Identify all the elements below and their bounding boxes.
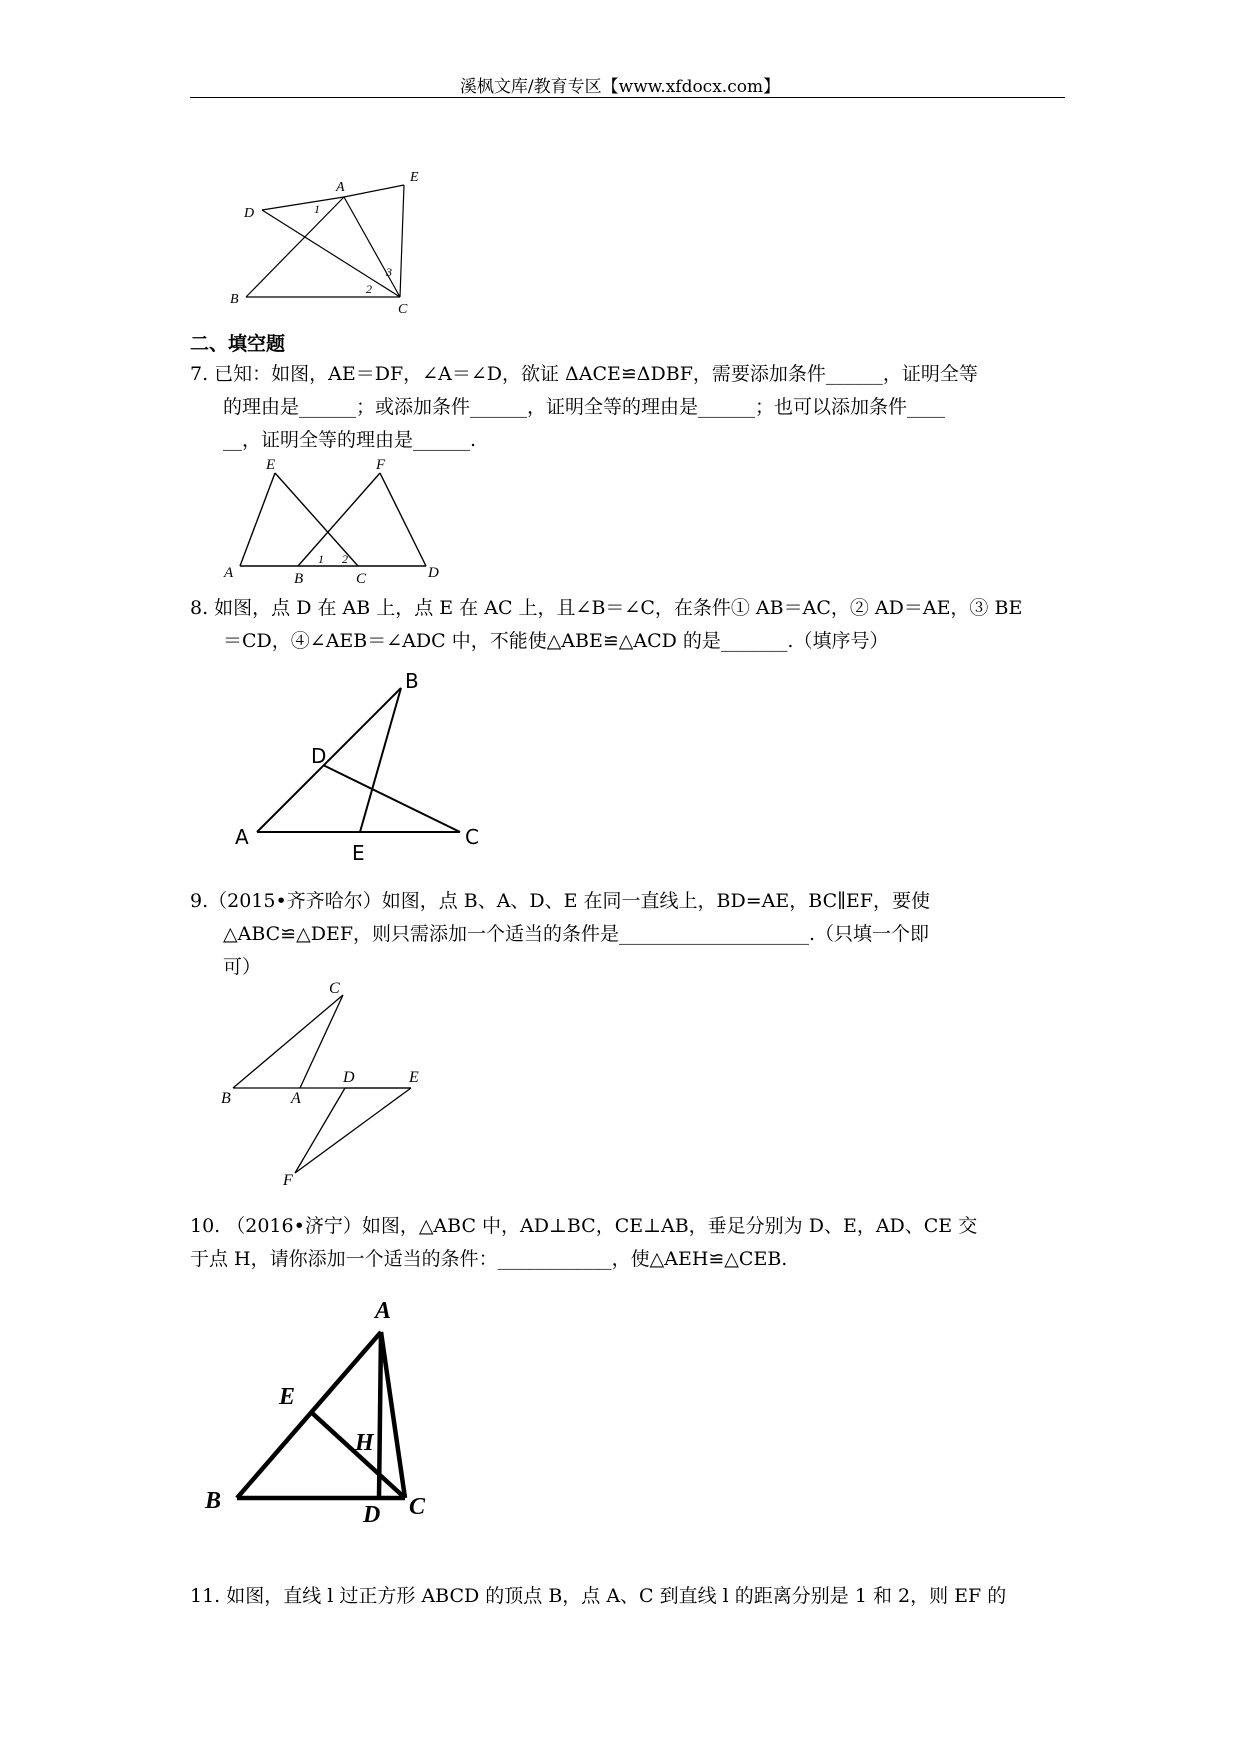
page-header: 溪枫文库/教育专区【www.xfdocx.com】 xyxy=(459,77,781,97)
q11-line-1: 11. 如图，直线 l 过正方形 ABCD 的顶点 B，点 A、C 到直线 l 的距离分别是 1 和 2，则 EF 的 xyxy=(190,1585,1007,1607)
label-d: D xyxy=(244,206,255,221)
segment-ae xyxy=(344,185,404,197)
label-e: E xyxy=(266,457,276,473)
question-8 xyxy=(190,592,1022,658)
q7-line-1: 7. 已知：如图，AE＝DF，∠A＝∠D，欲证 ΔACE≌ΔDBF，需要添加条件______，证明全等 xyxy=(190,363,978,385)
label-e: E xyxy=(352,841,365,865)
section-title: 二、填空题 xyxy=(190,333,286,355)
q8-line-1: 8. 如图，点 D 在 AB 上，点 E 在 AC 上，且∠B＝∠C，在条件① AB＝AC，② AD＝AE，③ BE xyxy=(190,597,1023,619)
q7-line-2: 的理由是______；或添加条件______，证明全等的理由是______；也可以添加条件____ xyxy=(223,396,946,418)
segment-df xyxy=(295,1088,345,1173)
segment-ac xyxy=(381,1332,405,1498)
q9-line-3: 可） xyxy=(223,956,262,978)
q10-line-2: 于点 H，请你添加一个适当的条件：____________，使△AEH≌△CEB. xyxy=(190,1248,788,1270)
segment-bc xyxy=(233,995,343,1088)
label-d: D xyxy=(363,1502,381,1528)
label-f: F xyxy=(283,1172,293,1189)
segment-bf xyxy=(298,473,380,566)
question-7 xyxy=(190,358,978,457)
figure-q9 xyxy=(215,975,435,1195)
q8-line-2: ＝CD，④∠AEB＝∠ADC 中，不能使△ABE≌△ACD 的是_______.（填序号） xyxy=(223,630,889,652)
header-divider xyxy=(190,97,1065,98)
label-e: E xyxy=(409,1069,419,1086)
question-9 xyxy=(190,885,930,984)
label-d: D xyxy=(343,1069,355,1086)
label-e: E xyxy=(410,170,419,185)
label-c: C xyxy=(398,302,408,315)
segment-ca xyxy=(300,995,343,1088)
question-10 xyxy=(190,1210,977,1276)
figure-q6 xyxy=(220,165,440,315)
segment-da xyxy=(262,197,344,210)
figure-q7 xyxy=(220,455,460,585)
label-e: E xyxy=(279,1384,296,1410)
label-2: 2 xyxy=(366,282,372,296)
q7-line-3: __，证明全等的理由是______. xyxy=(223,429,477,451)
label-b: B xyxy=(205,1488,222,1514)
figure-q10 xyxy=(195,1290,455,1540)
label-d: D xyxy=(311,744,327,768)
label-c: C xyxy=(329,980,340,997)
label-3: 3 xyxy=(386,265,392,279)
label-c: C xyxy=(465,825,479,849)
label-1: 1 xyxy=(318,552,324,566)
q9-line-2: △ABC≌△DEF，则只需添加一个适当的条件是____________________.（只填一个即 xyxy=(223,923,930,945)
label-b: B xyxy=(230,292,239,307)
segment-ac xyxy=(344,197,400,297)
label-a: A xyxy=(336,180,345,195)
label-a: A xyxy=(375,1298,392,1324)
segment-dc xyxy=(262,210,400,297)
segment-ab xyxy=(257,688,401,832)
figure-q8 xyxy=(225,660,485,865)
label-c: C xyxy=(409,1494,426,1520)
label-a: A xyxy=(235,825,249,849)
label-d: D xyxy=(428,565,439,581)
label-a: A xyxy=(224,565,234,581)
segment-ab xyxy=(246,197,344,297)
label-a: A xyxy=(291,1090,301,1107)
label-b: B xyxy=(294,571,304,585)
label-2: 2 xyxy=(342,552,348,566)
label-c: C xyxy=(356,571,367,585)
segment-dc xyxy=(323,765,460,832)
label-1: 1 xyxy=(314,202,320,216)
segment-ec xyxy=(400,185,404,297)
segment-ef xyxy=(295,1088,411,1173)
segment-ba xyxy=(237,1332,381,1498)
q10-line-1: 10. （2016•济宁）如图，△ABC 中，AD⊥BC，CE⊥AB，垂足分别为 D、E，AD、CE 交 xyxy=(190,1215,978,1237)
label-b: B xyxy=(221,1090,231,1107)
question-11 xyxy=(190,1580,1006,1613)
q9-line-1: 9.（2015•齐齐哈尔）如图，点 B、A、D、E 在同一直线上，BD=AE，BC∥EF，要使 xyxy=(190,890,930,912)
segment-ae xyxy=(240,473,275,566)
label-f: F xyxy=(376,457,386,473)
label-b: B xyxy=(405,669,419,693)
label-h: H xyxy=(355,1430,374,1456)
segment-fd xyxy=(380,473,426,566)
